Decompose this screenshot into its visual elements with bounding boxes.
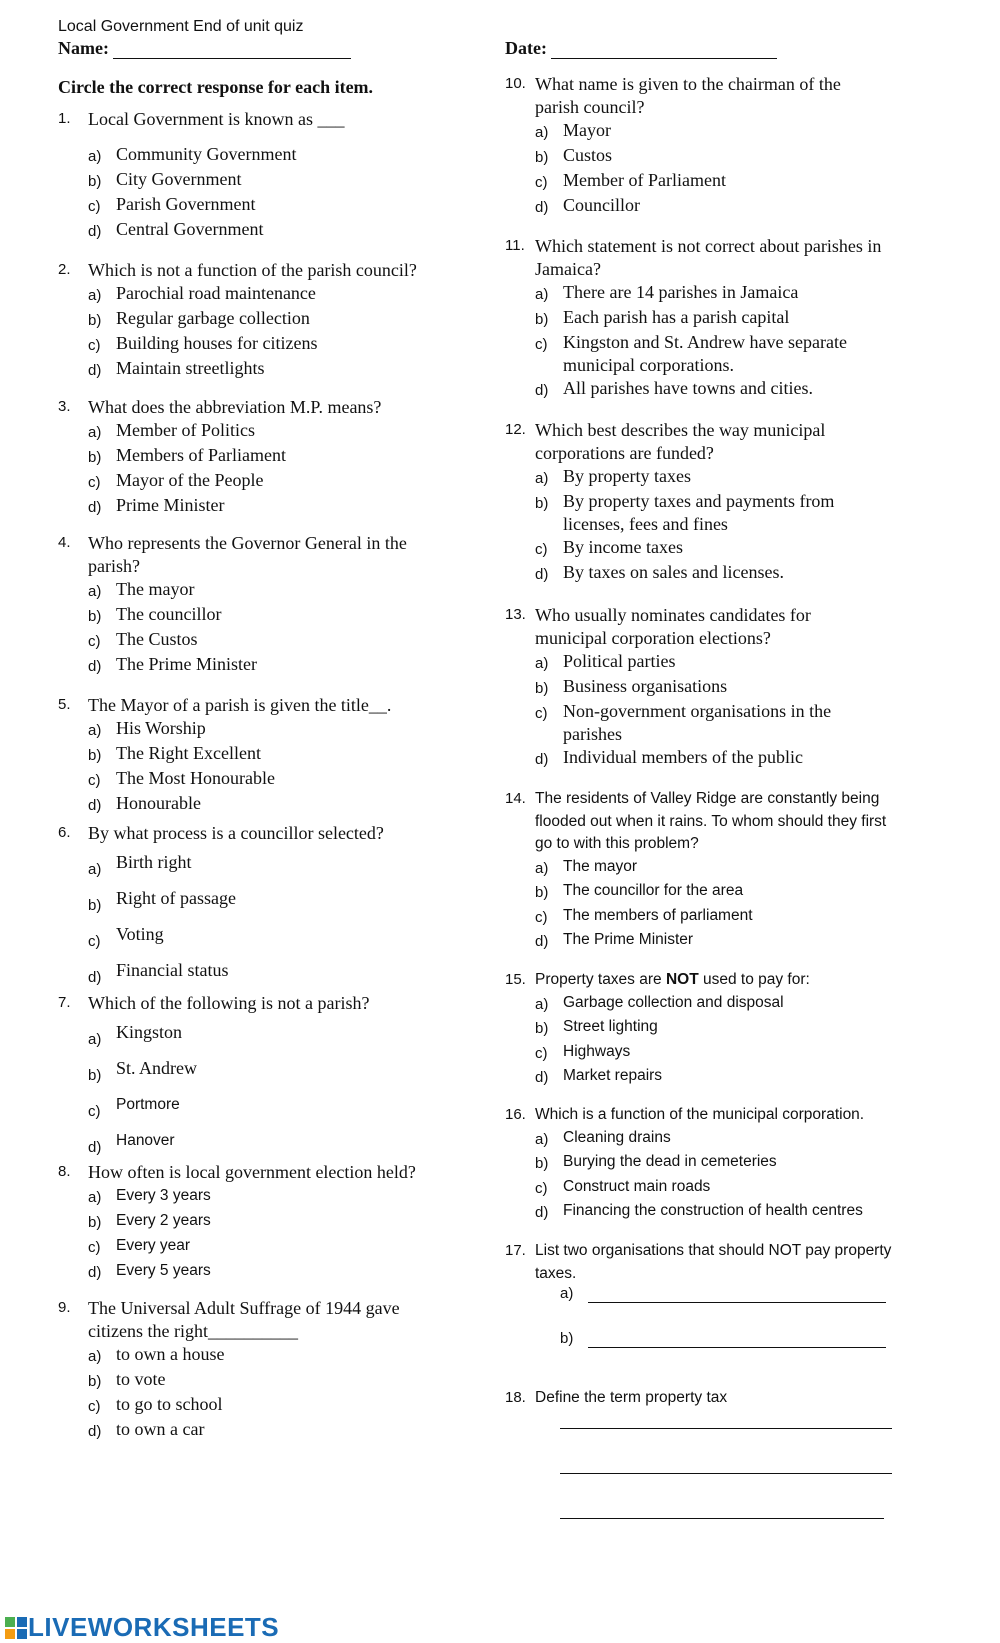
question-stem: The Mayor of a parish is given the title__.: [88, 695, 392, 715]
option-text: Highways: [563, 1042, 631, 1060]
option-c[interactable]: [535, 1041, 905, 1066]
option-letter: a): [535, 124, 549, 141]
option-letter: a): [88, 287, 102, 304]
option-letter: b): [535, 884, 549, 901]
option-letter: c): [88, 474, 101, 491]
stem-text: Property taxes are: [535, 971, 666, 988]
option-text: to own a house: [116, 1344, 225, 1364]
question-stem: Which is a function of the municipal corporation.: [535, 1106, 865, 1123]
option-text: The Right Excellent: [116, 743, 261, 763]
option-letter: c): [88, 1103, 101, 1120]
option-letter: a): [535, 470, 549, 487]
option-d[interactable]: [88, 959, 458, 995]
option-letter: a): [535, 1130, 549, 1148]
option-letter: b): [88, 312, 102, 329]
question-number: 14.: [505, 790, 526, 807]
question-10: [505, 73, 885, 219]
option-text: Mayor: [563, 120, 611, 140]
option-text: The councillor for the area: [563, 882, 744, 899]
date-label: Date:: [505, 38, 547, 58]
option-letter: b): [535, 1020, 549, 1037]
question-number: 13.: [505, 606, 526, 623]
worksheet-title: Local Government End of unit quiz: [58, 18, 304, 35]
option-c[interactable]: [535, 1176, 925, 1201]
option-text: Maintain streetlights: [116, 358, 265, 378]
option-text: Parish Government: [116, 194, 256, 214]
option-c[interactable]: [88, 1093, 458, 1129]
question-number: 17.: [505, 1242, 526, 1259]
option-text: Portmore: [116, 1096, 180, 1113]
option-text: Financial status: [116, 960, 229, 980]
question-6: [58, 822, 458, 995]
question-7: [58, 992, 458, 1165]
answer-a-label: a): [560, 1285, 574, 1302]
option-text: Construct main roads: [563, 1177, 711, 1195]
question-1: [58, 108, 458, 243]
option-d[interactable]: [535, 377, 905, 402]
option-letter: d): [535, 566, 549, 583]
option-d[interactable]: [535, 194, 885, 219]
option-text: By property taxes: [563, 466, 691, 486]
option-a[interactable]: [535, 856, 895, 881]
option-text: His Worship: [116, 718, 206, 738]
option-text: Member of Politics: [116, 420, 255, 440]
question-8: [58, 1161, 458, 1284]
question-number: 2.: [58, 261, 71, 278]
option-text: By taxes on sales and licenses.: [563, 562, 784, 582]
option-text: City Government: [116, 169, 242, 189]
option-text: Kingston and St. Andrew have separate municipal corporations.: [563, 332, 847, 375]
option-b[interactable]: [535, 675, 855, 700]
option-letter: a): [535, 995, 549, 1013]
option-text: Market repairs: [563, 1067, 663, 1084]
option-letter: b): [88, 747, 102, 764]
option-a[interactable]: [88, 1021, 458, 1057]
option-d[interactable]: [535, 746, 855, 771]
option-c[interactable]: [88, 193, 458, 218]
option-c[interactable]: [535, 700, 855, 746]
question-18: [505, 1387, 905, 1410]
option-b[interactable]: [535, 144, 885, 169]
question-number: 3.: [58, 398, 71, 415]
question-stem: List two organisations that should NOT pay property taxes.: [535, 1242, 892, 1282]
option-text: Individual members of the public: [563, 747, 803, 767]
option-text: The mayor: [563, 857, 638, 875]
option-letter: c): [88, 1398, 101, 1415]
question-number: 11.: [505, 237, 525, 254]
option-text: Non-government organisations in the parishes: [563, 701, 832, 744]
option-letter: d): [88, 969, 102, 986]
option-letter: d): [88, 1264, 102, 1281]
option-letter: a): [88, 1189, 102, 1206]
option-text: The Custos: [116, 629, 198, 649]
option-c[interactable]: [88, 767, 458, 792]
option-text: to vote: [116, 1369, 166, 1389]
option-letter: d): [535, 382, 549, 399]
option-text: Political parties: [563, 651, 676, 671]
instruction: Circle the correct response for each item.: [58, 77, 374, 97]
option-c[interactable]: [535, 905, 895, 930]
option-text: Prime Minister: [116, 495, 225, 515]
option-letter: a): [88, 148, 102, 165]
question-stem: Which is not a function of the parish council?: [88, 260, 417, 280]
option-letter: c): [535, 174, 548, 191]
question-number: 4.: [58, 534, 71, 551]
question-number: 15.: [505, 971, 526, 988]
question-stem: Local Government is known as ___: [88, 109, 345, 129]
option-letter: d): [535, 933, 549, 950]
question-number: 5.: [58, 696, 71, 713]
option-a[interactable]: [535, 1127, 925, 1152]
option-letter: a): [88, 1031, 102, 1048]
option-letter: d): [88, 1423, 102, 1440]
option-text: to go to school: [116, 1394, 223, 1414]
option-text: Birth right: [116, 852, 192, 872]
option-letter: b): [88, 1214, 102, 1231]
question-14: [505, 788, 895, 954]
stem-emphasis: NOT: [665, 971, 699, 988]
answer-b-label: b): [560, 1330, 574, 1347]
question-stem: Who represents the Governor General in the parish?: [88, 533, 407, 576]
option-text: Street lighting: [563, 1018, 658, 1035]
option-letter: d): [535, 1069, 549, 1086]
option-a[interactable]: [88, 143, 458, 168]
option-b[interactable]: [535, 1151, 925, 1176]
option-letter: a): [88, 583, 102, 600]
option-text: The Prime Minister: [563, 931, 694, 948]
option-b[interactable]: [535, 306, 905, 331]
option-text: Right of passage: [116, 888, 236, 908]
option-d[interactable]: [88, 653, 438, 678]
answer-line-1[interactable]: [560, 1428, 892, 1429]
option-letter: c): [535, 705, 548, 722]
option-letter: a): [535, 286, 549, 303]
option-text: Members of Parliament: [116, 445, 286, 465]
option-b[interactable]: [88, 1057, 458, 1093]
option-d[interactable]: [88, 792, 458, 817]
option-letter: b): [88, 1373, 102, 1390]
option-text: Every year: [116, 1237, 191, 1254]
option-letter: d): [535, 199, 549, 216]
question-stem: Define the term property tax: [535, 1389, 728, 1406]
option-b[interactable]: [88, 444, 458, 469]
option-letter: c): [88, 198, 101, 215]
option-d[interactable]: [88, 1418, 428, 1443]
option-d[interactable]: [88, 1259, 458, 1284]
option-a[interactable]: [535, 119, 885, 144]
stem-text: used to pay for:: [698, 971, 810, 988]
option-letter: b): [535, 680, 549, 697]
option-text: St. Andrew: [116, 1058, 197, 1078]
option-b[interactable]: [88, 1209, 458, 1234]
option-d[interactable]: [535, 929, 895, 954]
option-c[interactable]: [88, 628, 438, 653]
option-c[interactable]: [535, 331, 905, 377]
question-number: 7.: [58, 994, 71, 1011]
option-text: Every 5 years: [116, 1262, 211, 1279]
option-letter: d): [88, 223, 102, 240]
date-blank[interactable]: [551, 42, 777, 59]
option-a[interactable]: [88, 851, 458, 887]
question-15: [505, 969, 905, 1090]
option-letter: a): [88, 424, 102, 441]
option-a[interactable]: [88, 282, 458, 307]
option-text: Regular garbage collection: [116, 308, 310, 328]
option-c[interactable]: [535, 169, 885, 194]
option-text: The mayor: [116, 579, 195, 599]
option-text: The Prime Minister: [116, 654, 257, 674]
option-d[interactable]: [88, 1129, 458, 1165]
option-text: The members of parliament: [563, 906, 753, 924]
question-stem: How often is local government election held?: [88, 1162, 416, 1182]
option-letter: c): [88, 337, 101, 354]
option-letter: a): [88, 722, 102, 739]
option-text: Parochial road maintenance: [116, 283, 316, 303]
option-a[interactable]: [88, 578, 438, 603]
option-b[interactable]: [88, 603, 438, 628]
option-letter: b): [88, 608, 102, 625]
question-number: 9.: [58, 1299, 71, 1316]
option-text: All parishes have towns and cities.: [563, 378, 813, 398]
question-11: [505, 235, 905, 402]
option-text: Cleaning drains: [563, 1128, 671, 1146]
option-text: Member of Parliament: [563, 170, 726, 190]
option-a[interactable]: [88, 717, 458, 742]
question-13: [505, 604, 855, 771]
option-letter: c): [535, 908, 548, 926]
option-text: The Most Honourable: [116, 768, 275, 788]
question-16: [505, 1104, 925, 1225]
option-b[interactable]: [88, 307, 458, 332]
question-number: 8.: [58, 1163, 71, 1180]
name-label: Name:: [58, 38, 109, 58]
option-letter: c): [535, 336, 548, 353]
option-letter: b): [88, 449, 102, 466]
option-letter: b): [535, 495, 549, 512]
logo-text: LIVEWORKSHEETS: [28, 1612, 280, 1642]
option-letter: d): [88, 362, 102, 379]
option-b[interactable]: [88, 168, 458, 193]
option-a[interactable]: [88, 1343, 428, 1368]
question-stem: Who usually nominates candidates for municipal corporation elections?: [535, 605, 811, 648]
option-letter: d): [88, 797, 102, 814]
option-b[interactable]: [535, 880, 895, 905]
option-d[interactable]: [535, 1065, 905, 1090]
option-letter: d): [88, 1139, 102, 1156]
question-stem: The Universal Adult Suffrage of 1944 gave citizens the right__________: [88, 1298, 400, 1341]
option-b[interactable]: [88, 1368, 428, 1393]
question-stem: The residents of Valley Ridge are constantly being flooded out when it rains. To whom should they first go to with this problem?: [535, 790, 887, 852]
option-letter: d): [88, 499, 102, 516]
option-letter: c): [535, 1044, 548, 1062]
option-d[interactable]: [88, 218, 458, 243]
option-letter: c): [88, 772, 101, 789]
question-5: [58, 694, 458, 817]
option-d[interactable]: [535, 1200, 925, 1225]
name-blank[interactable]: [113, 42, 351, 59]
option-c[interactable]: [88, 332, 458, 357]
option-text: to own a car: [116, 1419, 205, 1439]
option-letter: a): [88, 1348, 102, 1365]
liveworksheets-logo-icon: [4, 1616, 28, 1640]
option-a[interactable]: [535, 992, 905, 1017]
option-d[interactable]: [535, 561, 875, 586]
question-number: 18.: [505, 1389, 526, 1406]
option-letter: d): [535, 1204, 549, 1221]
question-stem: By what process is a councillor selected?: [88, 823, 384, 843]
option-text: By income taxes: [563, 537, 683, 557]
option-text: Honourable: [116, 793, 201, 813]
option-letter: b): [88, 897, 102, 914]
option-d[interactable]: [88, 494, 458, 519]
option-text: Building houses for citizens: [116, 333, 318, 353]
option-a[interactable]: [88, 419, 458, 444]
option-text: Hanover: [116, 1132, 175, 1149]
option-text: Burying the dead in cemeteries: [563, 1153, 777, 1170]
option-c[interactable]: [88, 923, 458, 959]
question-number: 12.: [505, 421, 526, 438]
option-text: Voting: [116, 924, 164, 944]
answer-line-3[interactable]: [560, 1518, 884, 1519]
option-c[interactable]: [535, 536, 875, 561]
option-letter: b): [535, 149, 549, 166]
question-number: 1.: [58, 110, 71, 127]
option-text: Every 2 years: [116, 1212, 211, 1229]
question-number: 6.: [58, 824, 71, 841]
question-17: [505, 1240, 905, 1285]
question-9: [58, 1297, 428, 1443]
option-text: Garbage collection and disposal: [563, 993, 784, 1011]
option-text: Custos: [563, 145, 613, 165]
option-letter: b): [535, 311, 549, 328]
option-letter: c): [88, 933, 101, 950]
option-b[interactable]: [88, 887, 458, 923]
option-text: Community Government: [116, 144, 297, 164]
question-number: 16.: [505, 1106, 526, 1123]
date-field[interactable]: [505, 38, 777, 59]
option-a[interactable]: [535, 281, 905, 306]
question-stem: Which statement is not correct about parishes in Jamaica?: [535, 236, 882, 279]
option-letter: b): [88, 173, 102, 190]
question-stem: Which best describes the way municipal corporations are funded?: [535, 420, 826, 463]
option-text: Each parish has a parish capital: [563, 307, 790, 327]
option-b[interactable]: [535, 1016, 905, 1041]
question-stem: What does the abbreviation M.P. means?: [88, 397, 382, 417]
option-letter: a): [535, 859, 549, 877]
question-stem: What name is given to the chairman of the parish council?: [535, 74, 841, 117]
option-letter: d): [535, 751, 549, 768]
option-text: Kingston: [116, 1022, 183, 1042]
option-text: Central Government: [116, 219, 264, 239]
option-text: Every 3 years: [116, 1187, 211, 1204]
option-letter: c): [535, 541, 548, 558]
option-letter: c): [88, 633, 101, 650]
option-b[interactable]: [535, 490, 875, 536]
question-3: [58, 396, 458, 519]
question-12: [505, 419, 875, 586]
question-4: [58, 532, 438, 678]
question-stem: [535, 969, 905, 992]
option-text: Financing the construction of health centres: [563, 1202, 863, 1219]
option-a[interactable]: [535, 465, 875, 490]
option-letter: d): [88, 658, 102, 675]
question-2: [58, 259, 458, 382]
option-b[interactable]: [88, 742, 458, 767]
answer-a-blank[interactable]: [588, 1302, 886, 1303]
question-stem: Which of the following is not a parish?: [88, 993, 370, 1013]
question-number: 10.: [505, 75, 526, 92]
option-letter: c): [88, 1239, 101, 1256]
option-d[interactable]: [88, 357, 458, 382]
liveworksheets-logo: [4, 1612, 279, 1643]
answer-b-blank[interactable]: [588, 1347, 886, 1348]
option-a[interactable]: [88, 1184, 458, 1209]
option-letter: a): [88, 861, 102, 878]
option-text: There are 14 parishes in Jamaica: [563, 282, 799, 302]
option-text: By property taxes and payments from licenses, fees and fines: [563, 491, 835, 534]
option-letter: b): [88, 1067, 102, 1084]
option-c[interactable]: [88, 1234, 458, 1259]
option-letter: c): [535, 1179, 548, 1197]
option-text: The councillor: [116, 604, 222, 624]
option-c[interactable]: [88, 1393, 428, 1418]
answer-line-2[interactable]: [560, 1473, 892, 1474]
option-text: Councillor: [563, 195, 640, 215]
option-letter: b): [535, 1155, 549, 1172]
option-c[interactable]: [88, 469, 458, 494]
option-letter: a): [535, 655, 549, 672]
name-field[interactable]: [58, 38, 351, 59]
option-a[interactable]: [535, 650, 855, 675]
option-text: Business organisations: [563, 676, 728, 696]
option-text: Mayor of the People: [116, 470, 264, 490]
